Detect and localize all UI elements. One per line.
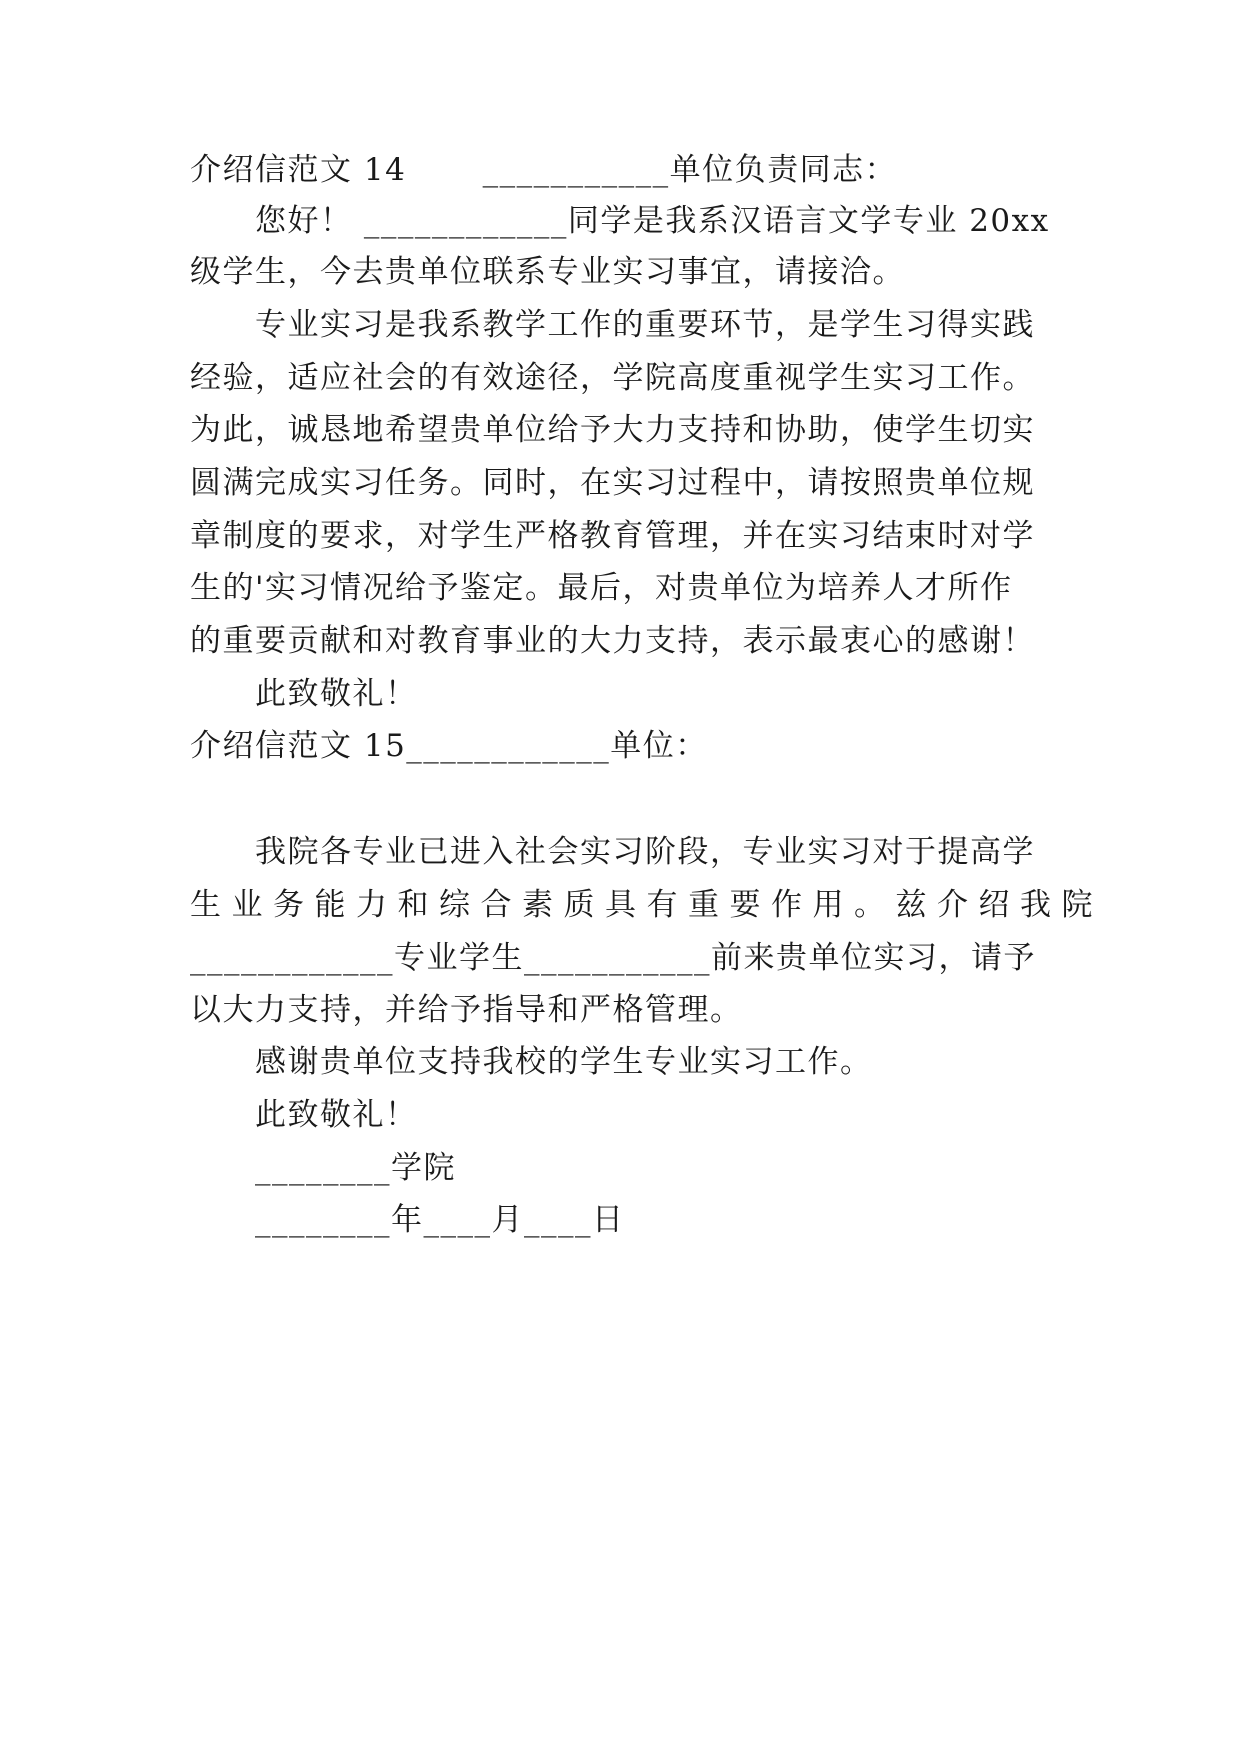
letter14-body-line: 生的'实习情况给予鉴定。最后，对贵单位为培养人才所作 xyxy=(190,570,1013,606)
letter15-signature: ________学院 xyxy=(255,1150,456,1186)
letter14-body-line: 经验，适应社会的有效途径，学院高度重视学生实习工作。 xyxy=(190,360,1035,396)
letter14-body-line: 的重要贡献和对教育事业的大力支持，表示最衷心的感谢！ xyxy=(190,623,1035,659)
letter15-body-line: 我院各专业已进入社会实习阶段，专业实习对于提高学 xyxy=(255,834,1035,870)
letter14-body-line: 为此，诚恳地希望贵单位给予大力支持和协助，使学生切实 xyxy=(190,412,1035,448)
letter14-greeting-line: 您好！ ____________同学是我系汉语言文学专业 20xx xyxy=(255,203,1050,239)
letter15-body-line: ____________专业学生___________前来贵单位实习，请予 xyxy=(190,940,1036,976)
letter15-date: ________年____月____日 xyxy=(255,1202,625,1238)
letter14-closing: 此致敬礼！ xyxy=(255,676,418,712)
letter15-body-line: 感谢贵单位支持我校的学生专业实习工作。 xyxy=(255,1044,873,1080)
letter15-body-line: 生业务能力和综合素质具有重要作用。兹介绍我院 xyxy=(190,887,1103,923)
letter14-body-line: 章制度的要求，对学生严格教育管理，并在实习结束时对学 xyxy=(190,518,1035,554)
letter14-heading: 介绍信范文 14 ___________单位负责同志： xyxy=(190,152,898,188)
letter15-closing: 此致敬礼！ xyxy=(255,1097,418,1133)
letter14-body-line: 专业实习是我系教学工作的重要环节，是学生习得实践 xyxy=(255,307,1035,343)
letter15-heading: 介绍信范文 15____________单位： xyxy=(190,728,708,764)
letter14-body-line: 圆满完成实习任务。同时，在实习过程中，请按照贵单位规 xyxy=(190,465,1035,501)
letter15-body-line: 以大力支持，并给予指导和严格管理。 xyxy=(190,992,743,1028)
letter14-body-line: 级学生，今去贵单位联系专业实习事宜，请接洽。 xyxy=(190,254,905,290)
